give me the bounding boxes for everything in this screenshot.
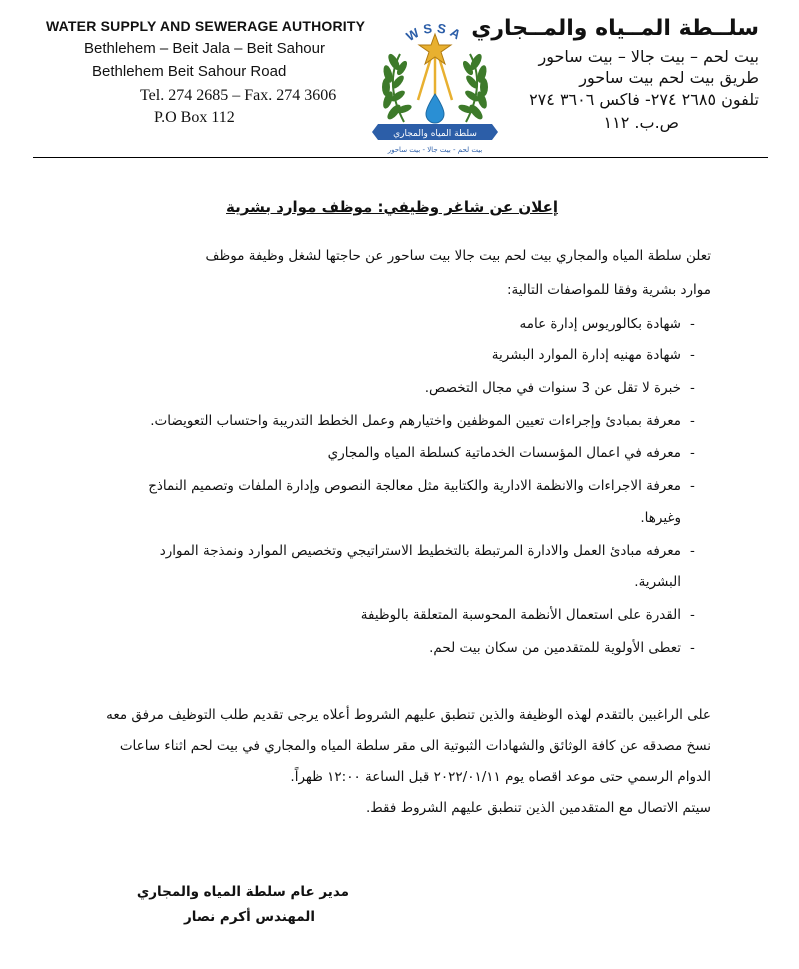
requirement-item: القدرة على استعمال الأنظمة المحوسبة المتعلقة بالوظيفة — [360, 607, 681, 623]
road-english: Bethlehem Beit Sahour Road — [92, 63, 287, 80]
water-drop-icon — [426, 94, 444, 123]
closing-line-4: سيتم الاتصال مع المتقدمين الذين تنطبق عليهم الشروط فقط. — [365, 800, 711, 816]
requirement-item: معرفه مبادئ العمل والادارة المرتبطة بالتخطيط الاستراتيجي وتخصيص الموارد ونمذجة الموارد — [159, 543, 681, 559]
org-name-english: WATER SUPPLY AND SEWERAGE AUTHORITY — [46, 18, 366, 34]
closing-line-2: نسخ مصدقه عن كافة الوثائق والشهادات الثبوتية الى مقر سلطة المياه والمجاري في بيت لحم اثناء ساعات — [119, 738, 711, 754]
pobox-arabic: ص.ب. ١١٢ — [603, 113, 679, 132]
bullet-dash: - — [690, 380, 695, 396]
logo-banner-text: سلطة المياه والمجاري — [393, 129, 477, 139]
closing-line-3: الدوام الرسمي حتى موعد اقصاه يوم ٢٠٢٢/٠١/١١ قبل الساعة ١٢:٠٠ ظهراً. — [290, 769, 711, 785]
road-arabic: طريق بيت لحم بيت ساحور — [579, 68, 759, 87]
signature-role: مدير عام سلطة المياه والمجاري — [136, 884, 349, 900]
bullet-dash: - — [690, 316, 695, 332]
cities-arabic: بيت لحم – بيت جالا – بيت ساحور — [538, 47, 759, 66]
signature-name: المهندس أكرم نصار — [184, 909, 315, 925]
requirement-item: معرفه في اعمال المؤسسات الخدماتية كسلطة المياه والمجاري — [327, 445, 681, 461]
announcement-title: إعلان عن شاغر وظيفي: موظف موارد بشرية — [226, 198, 558, 216]
org-name-arabic: سلــطة المــياه والمــجاري — [471, 16, 759, 41]
pobox-english: P.O Box 112 — [154, 109, 235, 126]
requirement-item: شهادة بكالوريوس إدارة عامه — [519, 316, 681, 332]
bullet-dash: - — [690, 640, 695, 656]
requirement-item: خبرة لا تقل عن 3 سنوات في مجال التخصص. — [424, 380, 681, 396]
cities-english: Bethlehem – Beit Jala – Beit Sahour — [84, 40, 325, 57]
requirement-item: معرفة الاجراءات والانظمة الادارية والكتابية مثل معالجة النصوص وإدارة الملفات وتصميم النماذج — [148, 478, 681, 494]
requirement-item: تعطى الأولوية للمتقدمين من سكان بيت لحم. — [429, 640, 681, 656]
bullet-dash: - — [690, 543, 695, 559]
bullet-dash: - — [690, 347, 695, 363]
bullet-dash: - — [690, 445, 695, 461]
header-divider — [33, 157, 768, 158]
phone-fax-arabic: تلفون ٢٦٨٥ ٢٧٤- فاكس ٣٦٠٦ ٢٧٤ — [529, 90, 759, 109]
closing-line-1: على الراغبين بالتقدم لهذه الوظيفة والذين تنطبق عليهم الشروط أعلاه يرجى تقديم طلب التوظيف مرفق معه — [106, 707, 711, 723]
intro-line-1: تعلن سلطة المياه والمجاري بيت لحم بيت جالا بيت ساحور عن حاجتها لشغل وظيفة موظف — [205, 248, 711, 264]
requirement-item: معرفة بمبادئ وإجراءات تعيين الموظفين واختيارهم وعمل الخطط التدريبة واحتساب التعويضات. — [150, 413, 681, 429]
intro-line-2: موارد بشرية وفقا للمواصفات التالية: — [506, 282, 711, 298]
bullet-dash: - — [690, 478, 695, 494]
logo-sub-text: بيت لحم - بيت جالا - بيت ساحور — [387, 146, 483, 154]
logo-acronym: WSSA — [403, 20, 467, 45]
requirement-item-continued: البشرية. — [634, 574, 681, 590]
phone-fax-english: Tel. 274 2685 – Fax. 274 3606 — [140, 87, 337, 104]
bullet-dash: - — [690, 413, 695, 429]
requirement-item: شهادة مهنيه إدارة الموارد البشرية — [491, 347, 681, 363]
requirement-item-continued: وغيرها. — [640, 510, 681, 526]
bullet-dash: - — [690, 607, 695, 623]
